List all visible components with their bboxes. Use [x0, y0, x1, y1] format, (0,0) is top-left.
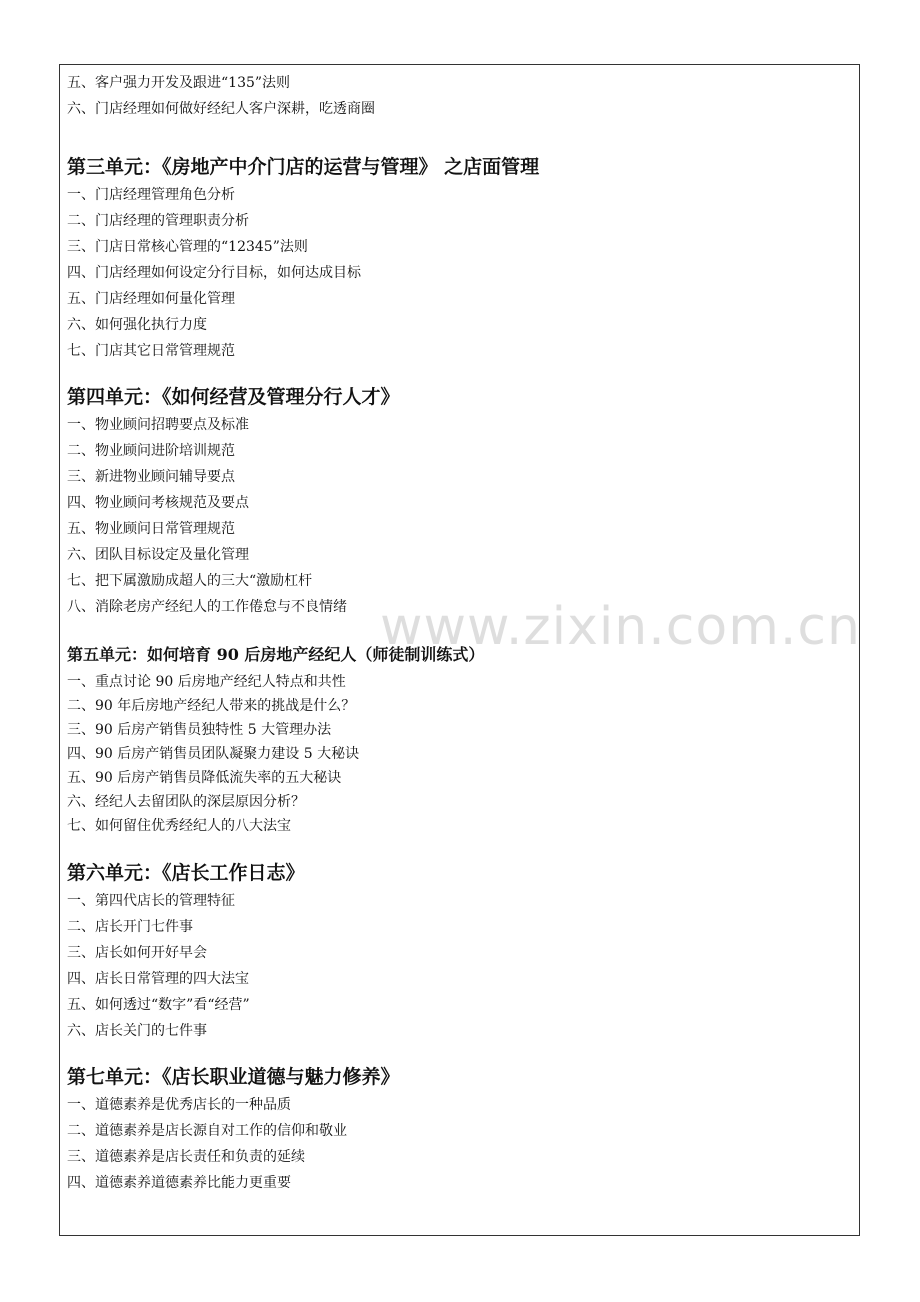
unit-6-heading: 第六单元：《店长工作日志》	[67, 862, 305, 884]
list-item: 六、经纪人去留团队的深层原因分析？	[67, 794, 305, 810]
list-item: 七、把下属激励成超人的三大“激励杠杆	[67, 573, 313, 589]
list-item: 五、如何透过“数字”看“经营”	[67, 997, 250, 1013]
list-item: 一、第四代店长的管理特征	[67, 893, 235, 909]
unit-7-heading: 第七单元：《店长职业道德与魅力修养》	[67, 1066, 400, 1088]
list-item: 三、新进物业顾问辅导要点	[67, 469, 235, 485]
list-item: 四、物业顾问考核规范及要点	[67, 495, 249, 511]
list-item: 六、门店经理如何做好经纪人客户深耕，吃透商圈	[67, 101, 375, 117]
list-item: 四、90 后房产销售员团队凝聚力建设 5 大秘诀	[67, 746, 360, 762]
list-item: 五、物业顾问日常管理规范	[67, 521, 235, 537]
list-item: 一、物业顾问招聘要点及标准	[67, 417, 249, 433]
list-item: 一、道德素养是优秀店长的一种品质	[67, 1097, 291, 1113]
list-item: 三、90 后房产销售员独特性 5 大管理办法	[67, 722, 332, 738]
list-item: 四、门店经理如何设定分行目标，如何达成目标	[67, 265, 361, 281]
list-item: 二、门店经理的管理职责分析	[67, 213, 249, 229]
list-item: 四、店长日常管理的四大法宝	[67, 971, 249, 987]
list-item: 一、门店经理管理角色分析	[67, 187, 235, 203]
watermark: www.zixin.com.cn	[380, 597, 861, 657]
list-item: 二、物业顾问进阶培训规范	[67, 443, 235, 459]
list-item: 三、门店日常核心管理的“12345”法则	[67, 239, 308, 255]
document-content	[67, 70, 852, 1196]
unit-3-heading: 第三单元：《房地产中介门店的运营与管理》 之店面管理	[67, 156, 540, 178]
list-item: 六、团队目标设定及量化管理	[67, 547, 249, 563]
list-item: 三、店长如何开好早会	[67, 945, 207, 961]
unit-5-heading: 第五单元：如何培育 90 后房地产经纪人（师徒制训练式）	[67, 645, 485, 664]
list-item: 五、90 后房产销售员降低流失率的五大秘诀	[67, 770, 342, 786]
list-item: 六、店长关门的七件事	[67, 1023, 207, 1039]
list-item: 四、道德素养道德素养比能力更重要	[67, 1175, 291, 1191]
list-item: 六、如何强化执行力度	[67, 317, 207, 333]
list-item: 五、客户强力开发及跟进“135”法则	[67, 75, 291, 91]
list-item: 八、消除老房产经纪人的工作倦怠与不良情绪	[67, 599, 347, 615]
list-item: 二、店长开门七件事	[67, 919, 193, 935]
list-item: 七、如何留住优秀经纪人的八大法宝	[67, 818, 291, 834]
list-item: 二、90 年后房地产经纪人带来的挑战是什么？	[67, 698, 356, 714]
list-item: 一、重点讨论 90 后房地产经纪人特点和共性	[67, 674, 346, 690]
list-item: 三、道德素养是店长责任和负责的延续	[67, 1149, 305, 1165]
document-frame	[59, 64, 860, 1236]
list-item: 二、道德素养是店长源自对工作的信仰和敬业	[67, 1123, 347, 1139]
unit-4-heading: 第四单元：《如何经营及管理分行人才》	[67, 386, 400, 408]
list-item: 五、门店经理如何量化管理	[67, 291, 235, 307]
list-item: 七、门店其它日常管理规范	[67, 343, 235, 359]
